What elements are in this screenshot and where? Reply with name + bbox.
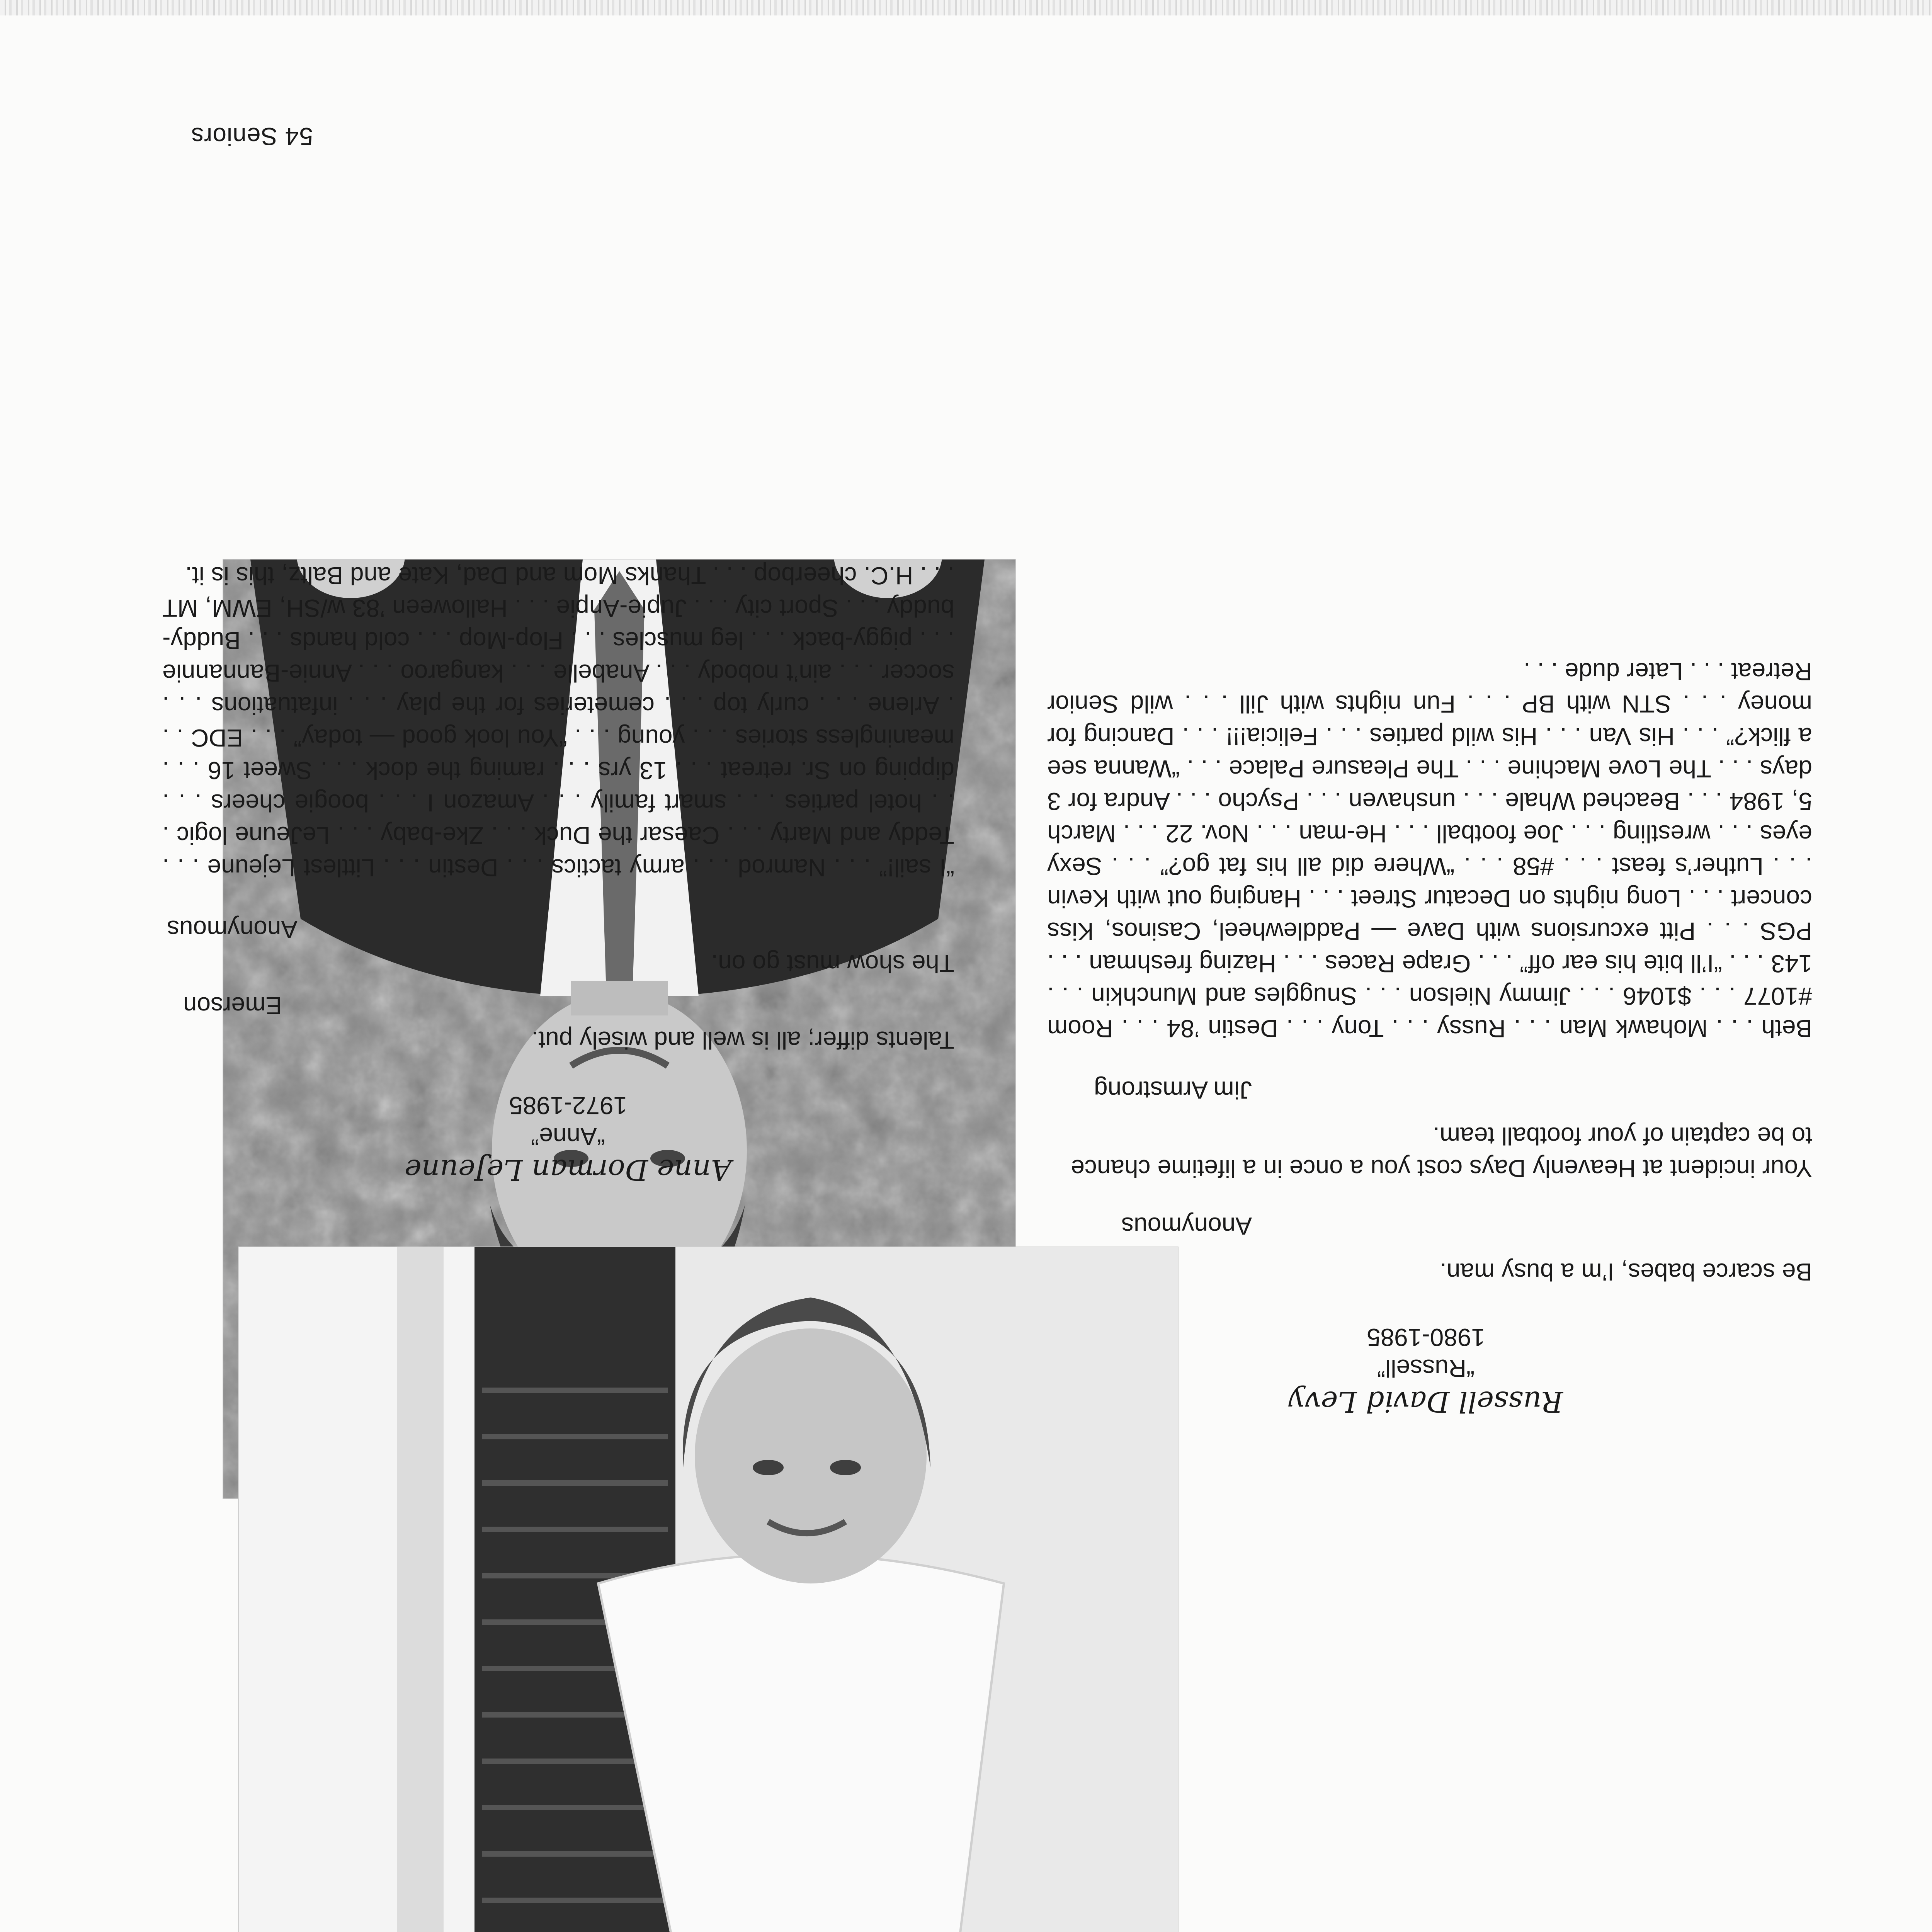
- page-number: 54: [284, 122, 313, 150]
- memories-russell: Beth . . . Mohawk Man . . . Russy . . . Tony . . . Destin ’84 . . . Room #1077 . . . $1046 . . . Jimmy Nielson . . . Snuggles and Munchkin . . . 143 . . . “I’ll bite his ear off” . . . Grape Races . . . Hazing freshman . . . PGS . . . Pitt excursions with Dave — Paddlewheel, Casinos, Kiss concert . . . Long nights on Decatur Street . . . Hanging out with Kevin . . . Luther’s feast . . . #58 . . . “Where did all his fat go?” . . . Sexy eyes . . . wrestling . . . Joe football . . . He-man . . . Nov. 22 . . . March 5, 1984 . . . Beached Whale . . . unshaven . . . Psycho . . . Andra for 3 days . . . The Love Machine . . . The Pleasure Palace . . . “Wanna see a flick?” . . . His Van . . . His wild parties . . . Felicia!!! . . . Dancing for money . . . STN with BP . . . Fun nights with Jill . . . wild Senior Retreat . . . Later dude . . .: [1047, 658, 1812, 1043]
- entry-anne-lejeune: [162, 560, 954, 1186]
- signature-russell-levy: Russell David Levy: [1288, 1385, 1563, 1418]
- portrait-anne-lejeune: [238, 1247, 1179, 1932]
- nickname-anne: “Anne”: [531, 1122, 605, 1150]
- years-russell: 1980-1985: [1366, 1323, 1485, 1351]
- quote-1-russell: Be scarce babes, I’m a busy man.: [1440, 1258, 1812, 1286]
- quote-1-author-russell: Anonymous: [1121, 1212, 1252, 1240]
- scan-edge-bottom: [0, 0, 1932, 15]
- quote-2-author-anne: Anonymous: [167, 915, 298, 943]
- memories-anne: “I sail!” . . . Namrod . . . army tactics . . . Destin . . . Littlest Lejeune . . . Teddy and Marty . . . Caesar the Duck . . . Zke-baby . . . LeJeune logic . . . hotel parties . . . smart family . . . Amazon I . . . boogie cheers . . . dipping on Sr. retreat . . . 13 yrs . . . raming the dock . . . Sweet 16 . . . meaningless stories . . . young . . . “You look good — today” . . . EDC . . . Arlene . . . curly top . . . cemeteries for the play . . . infatuations . . . soccer . . . ain’t nobody . . . Anabelle . . . kangaroo . . . Annie-Bannannie . . . piggy-back . . . leg muscles . . . Flop-Mop . . . cold hands . . . Buddy-buddy . . . Sport city . . . Jupie-Anpie . . . Halloween ’83 w/SH, EWM, MT . . . H.C. cheerbop . . . Thanks Mom and Dad, Kate and Baltz, this is it.: [162, 562, 954, 882]
- quote-1-author-anne: Emerson: [183, 992, 282, 1020]
- quote-2-author-russell: Jim Armstrong: [1094, 1076, 1252, 1104]
- signature-anne-lejeune: Anne Dorman LeJeune: [404, 1153, 732, 1186]
- section-title: Seniors: [191, 122, 278, 150]
- quote-1-anne: Talents differ; all is well and wisely put.: [531, 1026, 954, 1054]
- quote-2-russell: Your incident at Heavenly Days cost you a once in a lifetime chance to be captain of your football team.: [1071, 1122, 1812, 1182]
- nickname-russell: “Russell”: [1377, 1354, 1475, 1382]
- years-anne: 1972-1985: [509, 1092, 628, 1119]
- page-folio: [191, 122, 313, 151]
- quote-2-anne: The show must go on.: [711, 950, 954, 978]
